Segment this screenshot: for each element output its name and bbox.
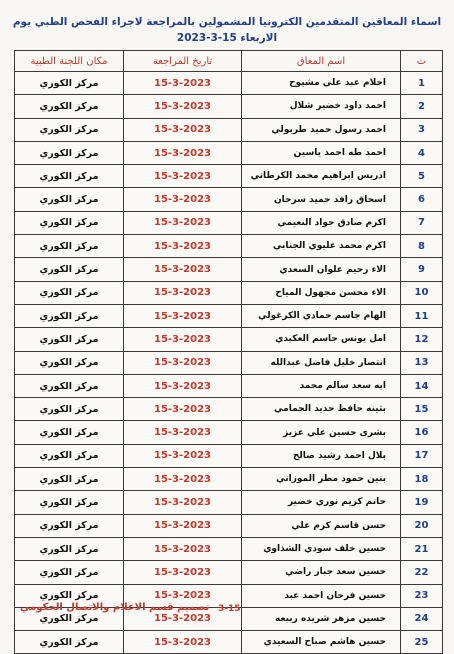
row-number: 6: [401, 188, 443, 211]
row-name: بنين حمود مطر الموزاني: [242, 468, 401, 491]
row-number: 14: [401, 374, 443, 397]
row-name: احلام عبد علي مشيوح: [242, 72, 401, 95]
row-number: 11: [401, 304, 443, 327]
row-date: 15-3-2023: [124, 374, 242, 397]
row-name: حسين خلف سودي الشذاوي: [242, 537, 401, 560]
row-date: 15-3-2023: [124, 491, 242, 514]
row-name: الهام جاسم حمادي الكرغولي: [242, 304, 401, 327]
row-date: 15-3-2023: [124, 398, 242, 421]
row-place: مركز الكوري: [15, 491, 124, 514]
row-name: اكرم صادق جواد النعيمي: [242, 211, 401, 234]
header-date: تاريخ المراجعة: [124, 51, 242, 72]
row-place: مركز الكوري: [15, 211, 124, 234]
row-number: 18: [401, 468, 443, 491]
row-date: 15-3-2023: [124, 607, 242, 630]
table-row: [15, 561, 443, 584]
row-name: حسين هاشم صباح السعيدي: [242, 631, 401, 654]
row-date: 15-3-2023: [124, 514, 242, 537]
row-date: 15-3-2023: [124, 561, 242, 584]
row-date: 15-3-2023: [124, 188, 242, 211]
row-date: 15-3-2023: [124, 444, 242, 467]
row-number: 25: [401, 631, 443, 654]
row-number: 22: [401, 561, 443, 584]
row-name: بلال احمد رشيد صالح: [242, 444, 401, 467]
row-place: مركز الكوري: [15, 607, 124, 630]
appointments-table: [14, 50, 443, 654]
row-name: بثينه حافظ حديد الحمامي: [242, 398, 401, 421]
table-row: [15, 514, 443, 537]
row-date: 15-3-2023: [124, 328, 242, 351]
row-name: حسين مزهر شريده ربيعه: [242, 607, 401, 630]
table-row: [15, 631, 443, 654]
row-name: احمد داود خضير شلال: [242, 95, 401, 118]
row-date: 15-3-2023: [124, 72, 242, 95]
row-name: ادريس ابراهيم محمد الكرطاني: [242, 165, 401, 188]
row-date: 15-3-2023: [124, 631, 242, 654]
table-row: [15, 491, 443, 514]
table-row: [15, 258, 443, 281]
row-name: ايه سعد سالم محمد: [242, 374, 401, 397]
table-row: [15, 141, 443, 164]
row-place: مركز الكوري: [15, 537, 124, 560]
header-name: اسم المعاق: [242, 51, 401, 72]
row-date: 15-3-2023: [124, 258, 242, 281]
table-row: [15, 72, 443, 95]
row-number: 1: [401, 72, 443, 95]
table-row: [15, 468, 443, 491]
row-date: 15-3-2023: [124, 421, 242, 444]
row-name: حاتم كريم نوري خضير: [242, 491, 401, 514]
row-place: مركز الكوري: [15, 374, 124, 397]
table-row: [15, 211, 443, 234]
row-date: 15-3-2023: [124, 211, 242, 234]
row-place: مركز الكوري: [15, 235, 124, 258]
table-row: [15, 95, 443, 118]
row-place: مركز الكوري: [15, 468, 124, 491]
row-name: الاء محسن مجهول المياح: [242, 281, 401, 304]
row-place: مركز الكوري: [15, 304, 124, 327]
row-number: 9: [401, 258, 443, 281]
row-name: احمد رسول حميد طربولي: [242, 118, 401, 141]
row-number: 23: [401, 584, 443, 607]
table-header-row: [15, 51, 443, 72]
row-date: 15-3-2023: [124, 141, 242, 164]
row-number: 8: [401, 235, 443, 258]
row-name: اسحاق رافد حميد سرحان: [242, 188, 401, 211]
row-date: 15-3-2023: [124, 281, 242, 304]
row-number: 15: [401, 398, 443, 421]
row-number: 2: [401, 95, 443, 118]
row-place: مركز الكوري: [15, 351, 124, 374]
table-row: [15, 398, 443, 421]
row-name: انتصار خليل فاضل عبدالله: [242, 351, 401, 374]
table-row: [15, 444, 443, 467]
row-place: مركز الكوري: [15, 281, 124, 304]
row-place: مركز الكوري: [15, 421, 124, 444]
document-title: اسماء المعاقين المتقدمين الكترونيا المشمولين بالمراجعة لاجراء الفحص الطبي يوم الاربعاء 15-3-2023: [12, 16, 442, 45]
row-number: 4: [401, 141, 443, 164]
row-number: 10: [401, 281, 443, 304]
table-row: [15, 328, 443, 351]
row-place: مركز الكوري: [15, 631, 124, 654]
row-name: حسين فرحان احمد عبد: [242, 584, 401, 607]
row-name: بشرى حسين علي عزيز: [242, 421, 401, 444]
table-row: [15, 351, 443, 374]
row-place: مركز الكوري: [15, 258, 124, 281]
row-number: 12: [401, 328, 443, 351]
row-date: 15-3-2023: [124, 468, 242, 491]
row-name: اكرم محمد عليوي الجنابي: [242, 235, 401, 258]
row-place: مركز الكوري: [15, 118, 124, 141]
footer-page-mark: 3-15: [218, 604, 241, 614]
row-date: 15-3-2023: [124, 165, 242, 188]
table-body: [15, 72, 443, 654]
row-place: مركز الكوري: [15, 188, 124, 211]
row-name: حسن قاسم كرم علي: [242, 514, 401, 537]
table-row: [15, 235, 443, 258]
row-number: 16: [401, 421, 443, 444]
row-date: 15-3-2023: [124, 351, 242, 374]
row-place: مركز الكوري: [15, 584, 124, 607]
row-name: حسين سعد جبار راضي: [242, 561, 401, 584]
row-number: 3: [401, 118, 443, 141]
header-place: مكان اللجنة الطبية: [15, 51, 124, 72]
row-place: مركز الكوري: [15, 141, 124, 164]
row-place: مركز الكوري: [15, 561, 124, 584]
row-date: 15-3-2023: [124, 304, 242, 327]
row-date: 15-3-2023: [124, 537, 242, 560]
appointments-table-container: [14, 50, 442, 654]
row-number: 5: [401, 165, 443, 188]
row-number: 19: [401, 491, 443, 514]
table-row: [15, 421, 443, 444]
table-row: [15, 118, 443, 141]
row-date: 15-3-2023: [124, 584, 242, 607]
row-date: 15-3-2023: [124, 118, 242, 141]
row-place: مركز الكوري: [15, 514, 124, 537]
table-row: [15, 281, 443, 304]
row-number: 24: [401, 607, 443, 630]
table-row: [15, 304, 443, 327]
row-number: 13: [401, 351, 443, 374]
footer-credit: تصميم قسم الاعلام والاتصال الحكومي: [20, 602, 210, 613]
table-row: [15, 188, 443, 211]
row-name: احمد طه احمد ياسين: [242, 141, 401, 164]
row-date: 15-3-2023: [124, 235, 242, 258]
row-name: الاء رحيم علوان السعدي: [242, 258, 401, 281]
row-place: مركز الكوري: [15, 95, 124, 118]
row-number: 20: [401, 514, 443, 537]
row-place: مركز الكوري: [15, 72, 124, 95]
table-row: [15, 374, 443, 397]
row-place: مركز الكوري: [15, 328, 124, 351]
row-place: مركز الكوري: [15, 398, 124, 421]
row-name: امل يونس جاسم العكيدي: [242, 328, 401, 351]
row-place: مركز الكوري: [15, 165, 124, 188]
row-number: 17: [401, 444, 443, 467]
table-row: [15, 165, 443, 188]
row-place: مركز الكوري: [15, 444, 124, 467]
header-number: ت: [401, 51, 443, 72]
row-date: 15-3-2023: [124, 95, 242, 118]
table-row: [15, 537, 443, 560]
row-number: 21: [401, 537, 443, 560]
row-number: 7: [401, 211, 443, 234]
